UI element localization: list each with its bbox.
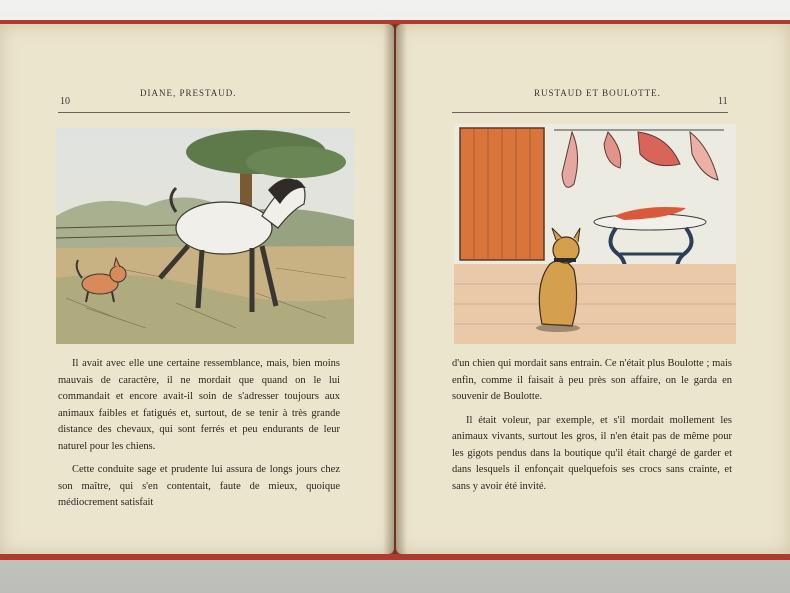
- left-body-text: [58, 356, 340, 519]
- left-running-head: DIANE, PRESTAUD.: [140, 88, 237, 98]
- right-page-number: 11: [718, 96, 728, 107]
- left-page: [0, 24, 394, 554]
- right-running-head: RUSTAUD ET BOULOTTE.: [534, 88, 661, 98]
- left-page-number: 10: [60, 96, 70, 107]
- right-paragraph-2: Il était voleur, par exemple, et s'il mordait mollement les animaux vivants, surtout les gros, il n'en était pas de même pour les gigots pendus dans la boutique qu'il était chargé de garder et dans lesquels il enfonçait quelquefois ses crocs sans crainte, et sans y avoir été invité.: [452, 414, 732, 492]
- book-gutter: [383, 24, 407, 554]
- left-header-rule: [58, 112, 350, 113]
- left-paragraph-2: Cette conduite sage et prudente lui assura de longs jours chez son maître, qui s'en contentait, faute de mieux, quoique médiocrement satisfait: [58, 464, 340, 508]
- right-body-text: [452, 356, 732, 502]
- dog-in-butcher-shop-illustration: [454, 124, 736, 344]
- left-paragraph-1: Il avait avec elle une certaine ressemblance, mais, bien moins mauvais de caractère, il ne mordait que quand on le lui commandait et encore avait-il soin de s'adresser toujours aux animaux faibles et fatigués et, surtout, de se tenir à très grande distance des chevaux, qui sont ferrés et peu endurants de leur naturel pour les chiens.: [58, 358, 340, 452]
- right-header-rule: [452, 112, 728, 113]
- right-paragraph-1: d'un chien qui mordait sans entrain. Ce n'était plus Boulotte ; mais enfin, comme il faisait à peu près son affaire, on le garda en souvenir de Boulotte.: [452, 358, 732, 402]
- right-page: [396, 24, 790, 554]
- horse-and-dog-illustration: [56, 128, 354, 344]
